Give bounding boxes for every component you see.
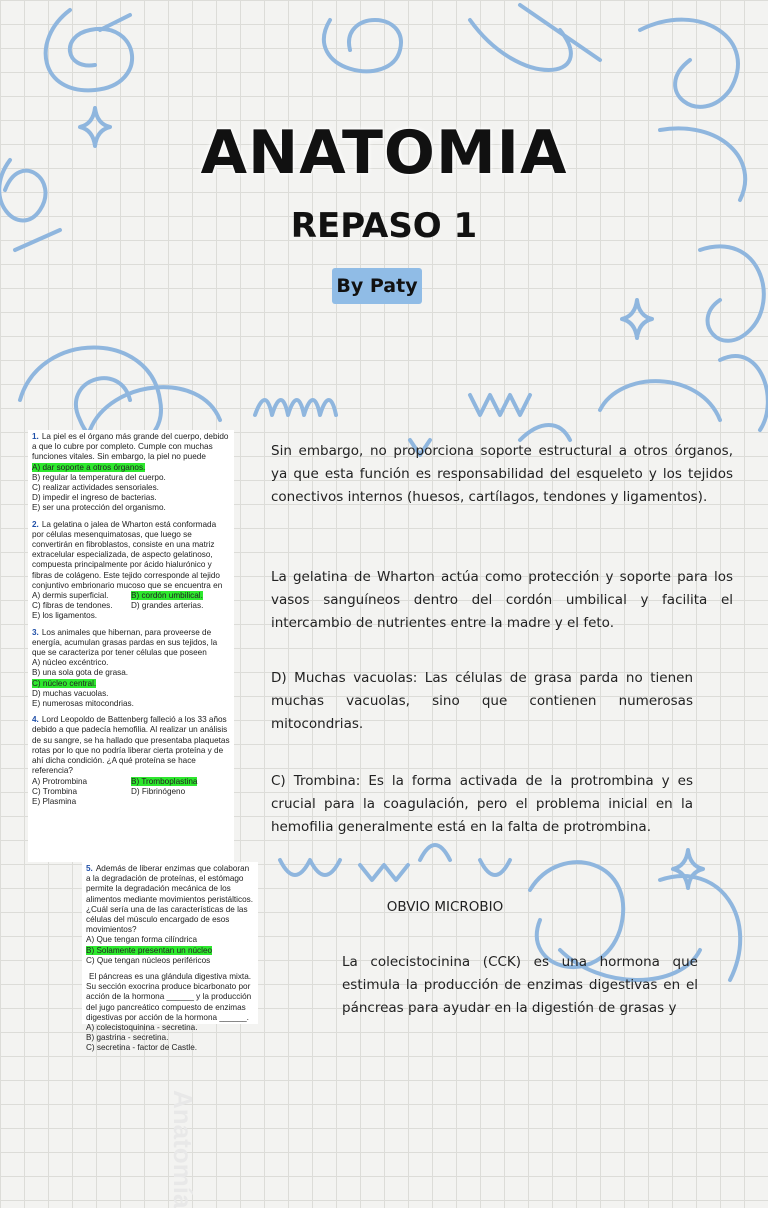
answer-explanation-4: C) Trombina: Es la forma activada de la protrombina y es crucial para la coagulación, pero el problema inicial en la hemofilia generalmente está en la falta de protrombina. (271, 773, 693, 835)
highlighted-answer: B) cordón umbilical. (131, 591, 203, 601)
question-option: C) realizar actividades sensoriales. (32, 483, 159, 493)
question-option (86, 946, 254, 956)
question-5 (86, 864, 254, 966)
question-6 (86, 972, 254, 1054)
question-option: A) Protrombina (32, 776, 88, 786)
question-option: D) grandes arterias. (131, 601, 204, 611)
question-option: D) muchas vacuolas. (32, 688, 109, 698)
question-option: B) regular la temperatura del cuerpo. (32, 472, 166, 482)
question-option: E) Plasmina (32, 796, 77, 806)
question-option: A) Que tengan forma cilíndrica (86, 935, 198, 945)
question-option: C) Trombina (32, 786, 78, 796)
question-option: D) Fibrinógeno (131, 786, 186, 796)
question-option: A) núcleo excéntrico. (32, 658, 109, 668)
question-option (32, 463, 230, 473)
question-option: A) colecistoquinina - secretina. (86, 1023, 198, 1033)
question-number: 2. (32, 519, 39, 529)
question-2 (32, 520, 230, 622)
question-option: D) impedir el ingreso de bacterias. (32, 493, 157, 503)
question-text: El páncreas es una glándula digestiva mixta. Su sección exocrina produce bicarbonato por acción de la hormona ______ y la producción del jugo pancreático compuesto de enzimas digestivas por acción de la hormona ______. (86, 972, 252, 1022)
question-option: B) una sola gota de grasa. (32, 668, 129, 678)
scan-watermark: Anatomía (168, 1090, 198, 1208)
question-option: B) gastrina - secretina. (86, 1033, 169, 1043)
question-option: C) Que tengan núcleos periféricos (86, 955, 211, 965)
answer-explanation-3: D) Muchas vacuolas: Las células de grasa parda no tienen muchas vacuolas, sino que contienen numerosas mitocondrias. (271, 670, 693, 732)
question-option: E) ser una protección del organismo. (32, 503, 166, 513)
highlighted-answer: C) núcleo central. (32, 678, 97, 688)
question-text: Además de liberar enzimas que colaboran a la degradación de proteínas, el estómago permite la degradación mecánica de los alimentos mediante movimientos peristálticos. ¿Cuál sería una de las características de las células del músculo encargado de esos movimientos? (86, 864, 254, 935)
highlighted-answer: A) dar soporte a otros órganos. (32, 462, 146, 472)
answer-explanation-2: La gelatina de Wharton actúa como protección y soporte para los vasos sanguíneos dentro del cordón umbilical y facilita el intercambio de nutrientes entre la madre y el feto. (271, 569, 733, 631)
page-subtitle: REPASO 1 (290, 206, 478, 246)
question-option: A) dermis superficial. (32, 591, 109, 601)
question-text: La piel es el órgano más grande del cuerpo, debido a que lo cubre por completo. Cumple con muchas funciones vitales. Sin embargo, la piel no puede (32, 432, 229, 462)
question-text: La gelatina o jalea de Wharton está conformada por células mesenquimatosas, que luego se convertirán en fibroblastos, consiste en una matriz extracelular especializada, de aspecto gelatinoso, compuesta principalmente por ácido hialurónico y fibras de colágeno. Este tejido corresponde al tejido conjuntivo embrionario mucoso que se encuentra en (32, 519, 223, 590)
question-option (131, 777, 230, 787)
question-option: E) numerosas mitocondrias. (32, 699, 134, 709)
highlighted-answer: B) Solamente presentan un núcleo (86, 945, 213, 955)
page-title: ANATOMIA (200, 118, 568, 188)
question-4 (32, 715, 230, 807)
question-text: Lord Leopoldo de Battenberg falleció a los 33 años debido a que padecía hemofilia. Al realizar un análisis de su sangre, se ha hallado que presentaba plaquetas rotas por lo que no podría liberar cierta proteína y de ahí dicha condición. ¿A qué proteína se hace referencia? (32, 715, 230, 776)
question-option: C) fibras de tendones. (32, 601, 113, 611)
question-3 (32, 628, 230, 710)
question-option (131, 591, 230, 601)
question-text: Los animales que hibernan, para proveerse de energía, acumulan grasas pardas en sus tejidos, la que se caracteriza por tener células que poseen (32, 627, 218, 658)
question-number: 1. (32, 432, 39, 441)
question-number: 3. (32, 627, 39, 637)
question-number: 5. (86, 864, 93, 873)
exam-scan-panel-2 (82, 862, 258, 1053)
answer-explanation-5: La colecistocinina (CCK) es una hormona que estimula la producción de enzimas digestivas en el páncreas para ayudar en la digestión de grasas y (342, 954, 698, 1016)
section-label: OBVIO MICROBIO (386, 899, 504, 915)
question-1 (32, 432, 230, 514)
question-option: C) secretina - factor de Castle. (86, 1043, 198, 1053)
question-option: E) los ligamentos. (32, 611, 98, 621)
author-badge: By Paty (332, 268, 422, 304)
highlighted-answer: B) Tromboplastina (131, 776, 198, 786)
answer-explanation-1: Sin embargo, no proporciona soporte estructural a otros órganos, ya que esta función es responsabilidad del esqueleto y los tejidos conectivos internos (huesos, cartílagos, tendones y ligamentos). (271, 443, 733, 505)
question-option (32, 679, 230, 689)
question-number: 4. (32, 715, 39, 725)
